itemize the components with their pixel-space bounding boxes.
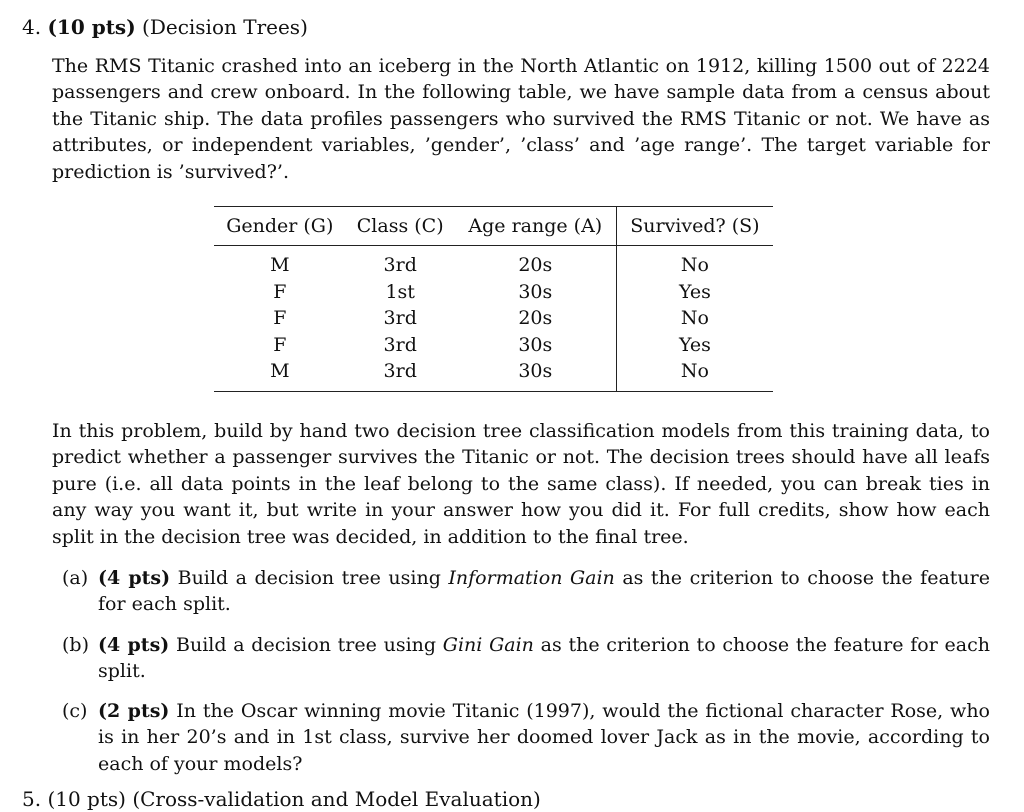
cell-survived: Yes	[616, 279, 773, 306]
question-topic: (Decision Trees)	[142, 15, 308, 39]
subquestion-criterion: Gini Gain	[442, 634, 534, 656]
cell-class: 3rd	[383, 254, 417, 276]
cell-gender: F	[273, 280, 287, 303]
cell-survived: No	[616, 305, 773, 332]
subquestion-text-post: as the criterion to choose the feature for each split.	[98, 634, 990, 683]
cell-age: 30s	[518, 333, 553, 356]
subquestion-points: (4 pts)	[98, 567, 171, 589]
cell-gender: M	[214, 358, 346, 391]
next-question-heading: 5. (10 pts) (Cross-validation and Model Evaluation)	[22, 787, 541, 811]
cell-age: 30s	[518, 280, 553, 303]
cell-age: 20s	[518, 307, 553, 329]
subquestion-points: (2 pts)	[98, 700, 170, 722]
cell-class: 3rd	[383, 307, 417, 329]
cell-class: 1st	[385, 280, 415, 303]
cell-gender: M	[270, 254, 290, 276]
question-number: 4.	[22, 15, 42, 39]
header-survived: Survived? (S)	[616, 207, 773, 246]
subquestion-points: (4 pts)	[98, 634, 170, 656]
table-row	[214, 279, 773, 306]
header-class: Class (C)	[346, 207, 455, 246]
cell-class: 3rd	[383, 333, 417, 356]
subquestion-label: (a)	[62, 567, 89, 589]
table-row	[214, 246, 773, 279]
header-gender: Gender (G)	[214, 207, 346, 246]
table-row	[214, 358, 773, 391]
cell-class: 3rd	[346, 358, 455, 391]
header-age-range: Age range (A)	[455, 207, 617, 246]
subquestion-text-post: as the criterion to choose the feature for each split.	[98, 567, 990, 616]
titanic-data-table	[214, 206, 773, 392]
subquestion-a	[62, 565, 990, 618]
subquestion-label: (c)	[62, 700, 88, 722]
problem-paragraph: In this problem, build by hand two decision tree classification models from this training data, to predict whether a passenger survives the Titanic or not. The decision trees should have all leafs pure (i.e. all data points in the leaf belong to the same class). If needed, you can break ties in any way you want it, but write in your answer how you did it. For full credits, show how each split in the decision tree was decided, in addition to the final tree.	[52, 420, 990, 548]
question-heading	[22, 14, 308, 40]
cell-age: 20s	[518, 254, 553, 276]
table-row	[214, 305, 773, 332]
subquestion-text-pre: Build a decision tree using	[177, 567, 441, 589]
cell-gender: F	[273, 307, 287, 329]
table-row	[214, 332, 773, 359]
intro-paragraph: The RMS Titanic crashed into an iceberg in the North Atlantic on 1912, killing 1500 out of 2224 passengers and crew onboard. In the following table, we have sample data from a census about the Titanic ship. The data profiles passengers who survived the RMS Titanic or not. We have as attributes, or independent variables, ’gender’, ’class’ and ’age range’. The target variable for prediction is ’survived?’.	[52, 55, 990, 183]
subquestion-text-pre: Build a decision tree using	[176, 634, 437, 656]
cell-survived: Yes	[616, 332, 773, 359]
cell-survived: No	[616, 358, 773, 391]
subquestion-c	[62, 698, 990, 777]
subquestion-b	[62, 632, 990, 685]
cell-survived: No	[616, 246, 773, 279]
subquestion-label: (b)	[62, 634, 89, 656]
cell-gender: F	[273, 333, 287, 356]
cell-age: 30s	[455, 358, 617, 391]
subquestion-criterion: Information Gain	[448, 567, 615, 589]
table-header-row	[214, 207, 773, 246]
subquestion-text: In the Oscar winning movie Titanic (1997), would the fictional character Rose, who is in her 20’s and in 1st class, survive her doomed lover Jack as in the movie, according to each of your models?	[98, 700, 990, 775]
question-points: (10 pts)	[47, 15, 136, 39]
